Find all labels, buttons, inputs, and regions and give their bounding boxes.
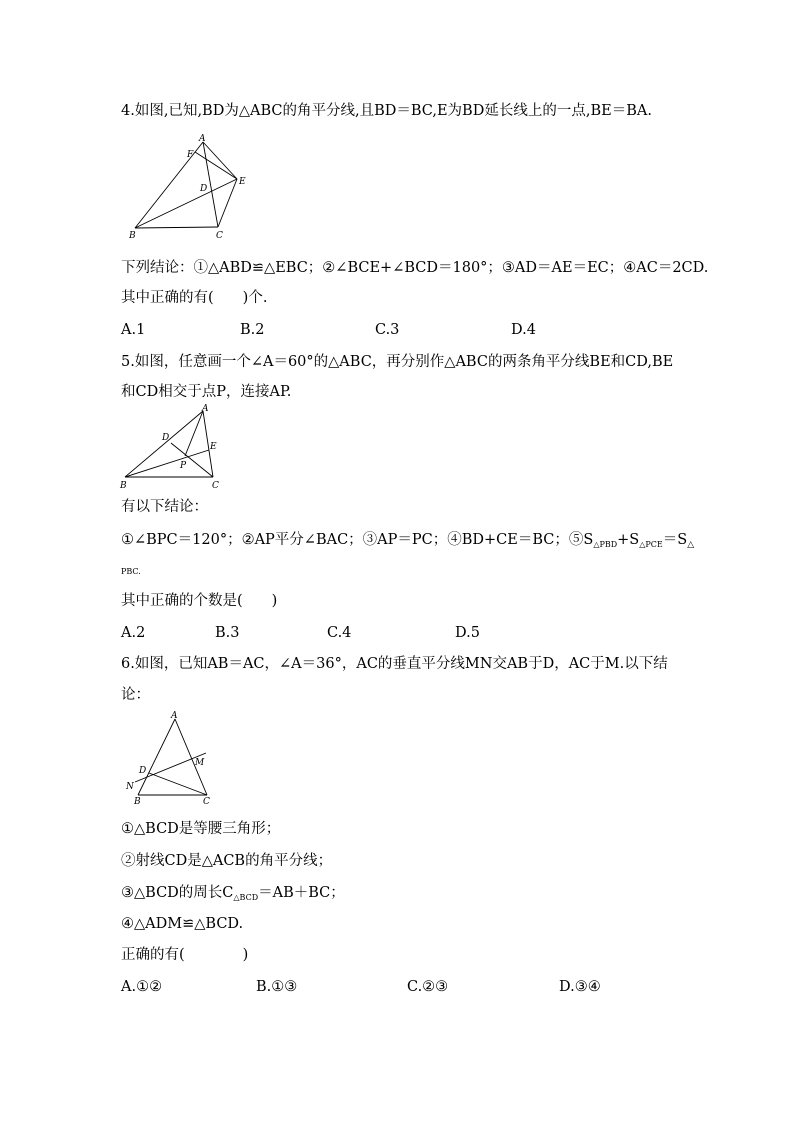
q5-option-d: D.5 (455, 625, 480, 641)
q5-option-c: C.4 (327, 625, 352, 641)
q4-conclusions: 下列结论：①△ABD≌△EBC；②∠BCE+∠BCD＝180°；③AD＝AE＝EC；④AC＝2CD. (121, 260, 709, 276)
q6-label-c: C (203, 797, 210, 807)
q6-label-a: A (171, 711, 178, 721)
q6-seg-cd (149, 773, 207, 795)
q5-conclusions-main: ①∠BPC＝120°；②AP平分∠BAC；③AP＝PC；④BD+CE＝BC；⑤S (121, 532, 594, 548)
q4-option-c: C.3 (375, 322, 400, 338)
q5-prompt: 其中正确的个数是( ) (121, 593, 278, 609)
q5-stem-line1: 5.如图，任意画一个∠A＝60°的△ABC，再分别作△ABC的两条角平分线BE和CD,BE (121, 354, 674, 370)
q6-prompt: 正确的有( ) (121, 947, 249, 963)
q4-prompt: 其中正确的有( )个. (121, 290, 268, 306)
q4-option-d: D.4 (511, 322, 536, 338)
q6-figure (122, 707, 222, 807)
q5-conclusions (121, 530, 694, 555)
q4-label-b: B (129, 231, 136, 241)
q6-option-d: D.③④ (559, 979, 601, 995)
q4-seg-be (135, 179, 237, 228)
q6-c3-sub: △BCD (233, 893, 259, 902)
q4-option-b: B.2 (240, 322, 265, 338)
q5-label-a: A (202, 404, 209, 414)
q5-sub-pce: △PCE (639, 540, 663, 549)
q4-seg-ce (218, 179, 237, 227)
q4-stem: 4.如图,已知,BD为△ABC的角平分线,且BD＝BC,E为BD延长线上的一点,BE＝BA. (121, 103, 652, 119)
q4-seg-bc (135, 227, 218, 228)
q5-label-e: E (210, 442, 217, 452)
q6-label-b: B (134, 797, 141, 807)
q4-label-e: E (239, 177, 246, 187)
q4-figure (125, 132, 265, 242)
q4-label-d: D (200, 184, 208, 194)
q6-c3-pre: ③△BCD的周长C (121, 885, 234, 901)
q5-label-d: D (162, 433, 170, 443)
q6-stem-line2: 论： (121, 687, 150, 703)
q5-label-b: B (120, 481, 127, 491)
q6-label-d: D (139, 766, 147, 776)
q5-equals: ＝S (662, 532, 688, 548)
q4-label-c: C (216, 231, 223, 241)
q6-c3-post: ＝AB＋BC； (258, 885, 345, 901)
q4-label-a: A (199, 134, 206, 144)
q6-stem-line1: 6.如图，已知AB＝AC，∠A＝36°，AC的垂直平分线MN交AB于D，AC于M.以下结 (121, 656, 668, 672)
q6-conclusion-3 (121, 883, 345, 908)
q6-seg-ac (175, 719, 207, 795)
q5-figure (118, 402, 228, 492)
q5-sub-pbd: △PBD (593, 540, 618, 549)
q6-conclusion-4: ④△ADM≌△BCD. (121, 916, 244, 932)
q5-intro: 有以下结论： (121, 499, 208, 515)
q5-seg-ap (185, 411, 203, 456)
q4-label-f: F (187, 150, 194, 160)
q6-conclusion-2: ②射线CD是△ACB的角平分线； (121, 853, 333, 869)
q5-seg-ab (125, 411, 203, 477)
q6-option-c: C.②③ (407, 979, 449, 995)
q5-tri-end: △ (687, 540, 695, 550)
q5-stem-line2: 和CD相交于点P，连接AP. (121, 384, 292, 400)
q4-option-a: A.1 (121, 322, 146, 338)
q6-option-b: B.①③ (256, 979, 298, 995)
q6-seg-ab (138, 719, 175, 795)
q5-continuation: PBC. (121, 567, 141, 576)
q5-option-a: A.2 (121, 625, 146, 641)
q6-conclusion-1: ①△BCD是等腰三角形； (121, 821, 281, 837)
q5-label-p: P (180, 461, 187, 471)
q5-plus: +S (617, 532, 640, 548)
q6-label-n: N (126, 782, 134, 792)
q6-label-m: M (195, 758, 205, 768)
q6-option-a: A.①② (121, 979, 163, 995)
q5-option-b: B.3 (215, 625, 240, 641)
q5-label-c: C (212, 481, 219, 491)
